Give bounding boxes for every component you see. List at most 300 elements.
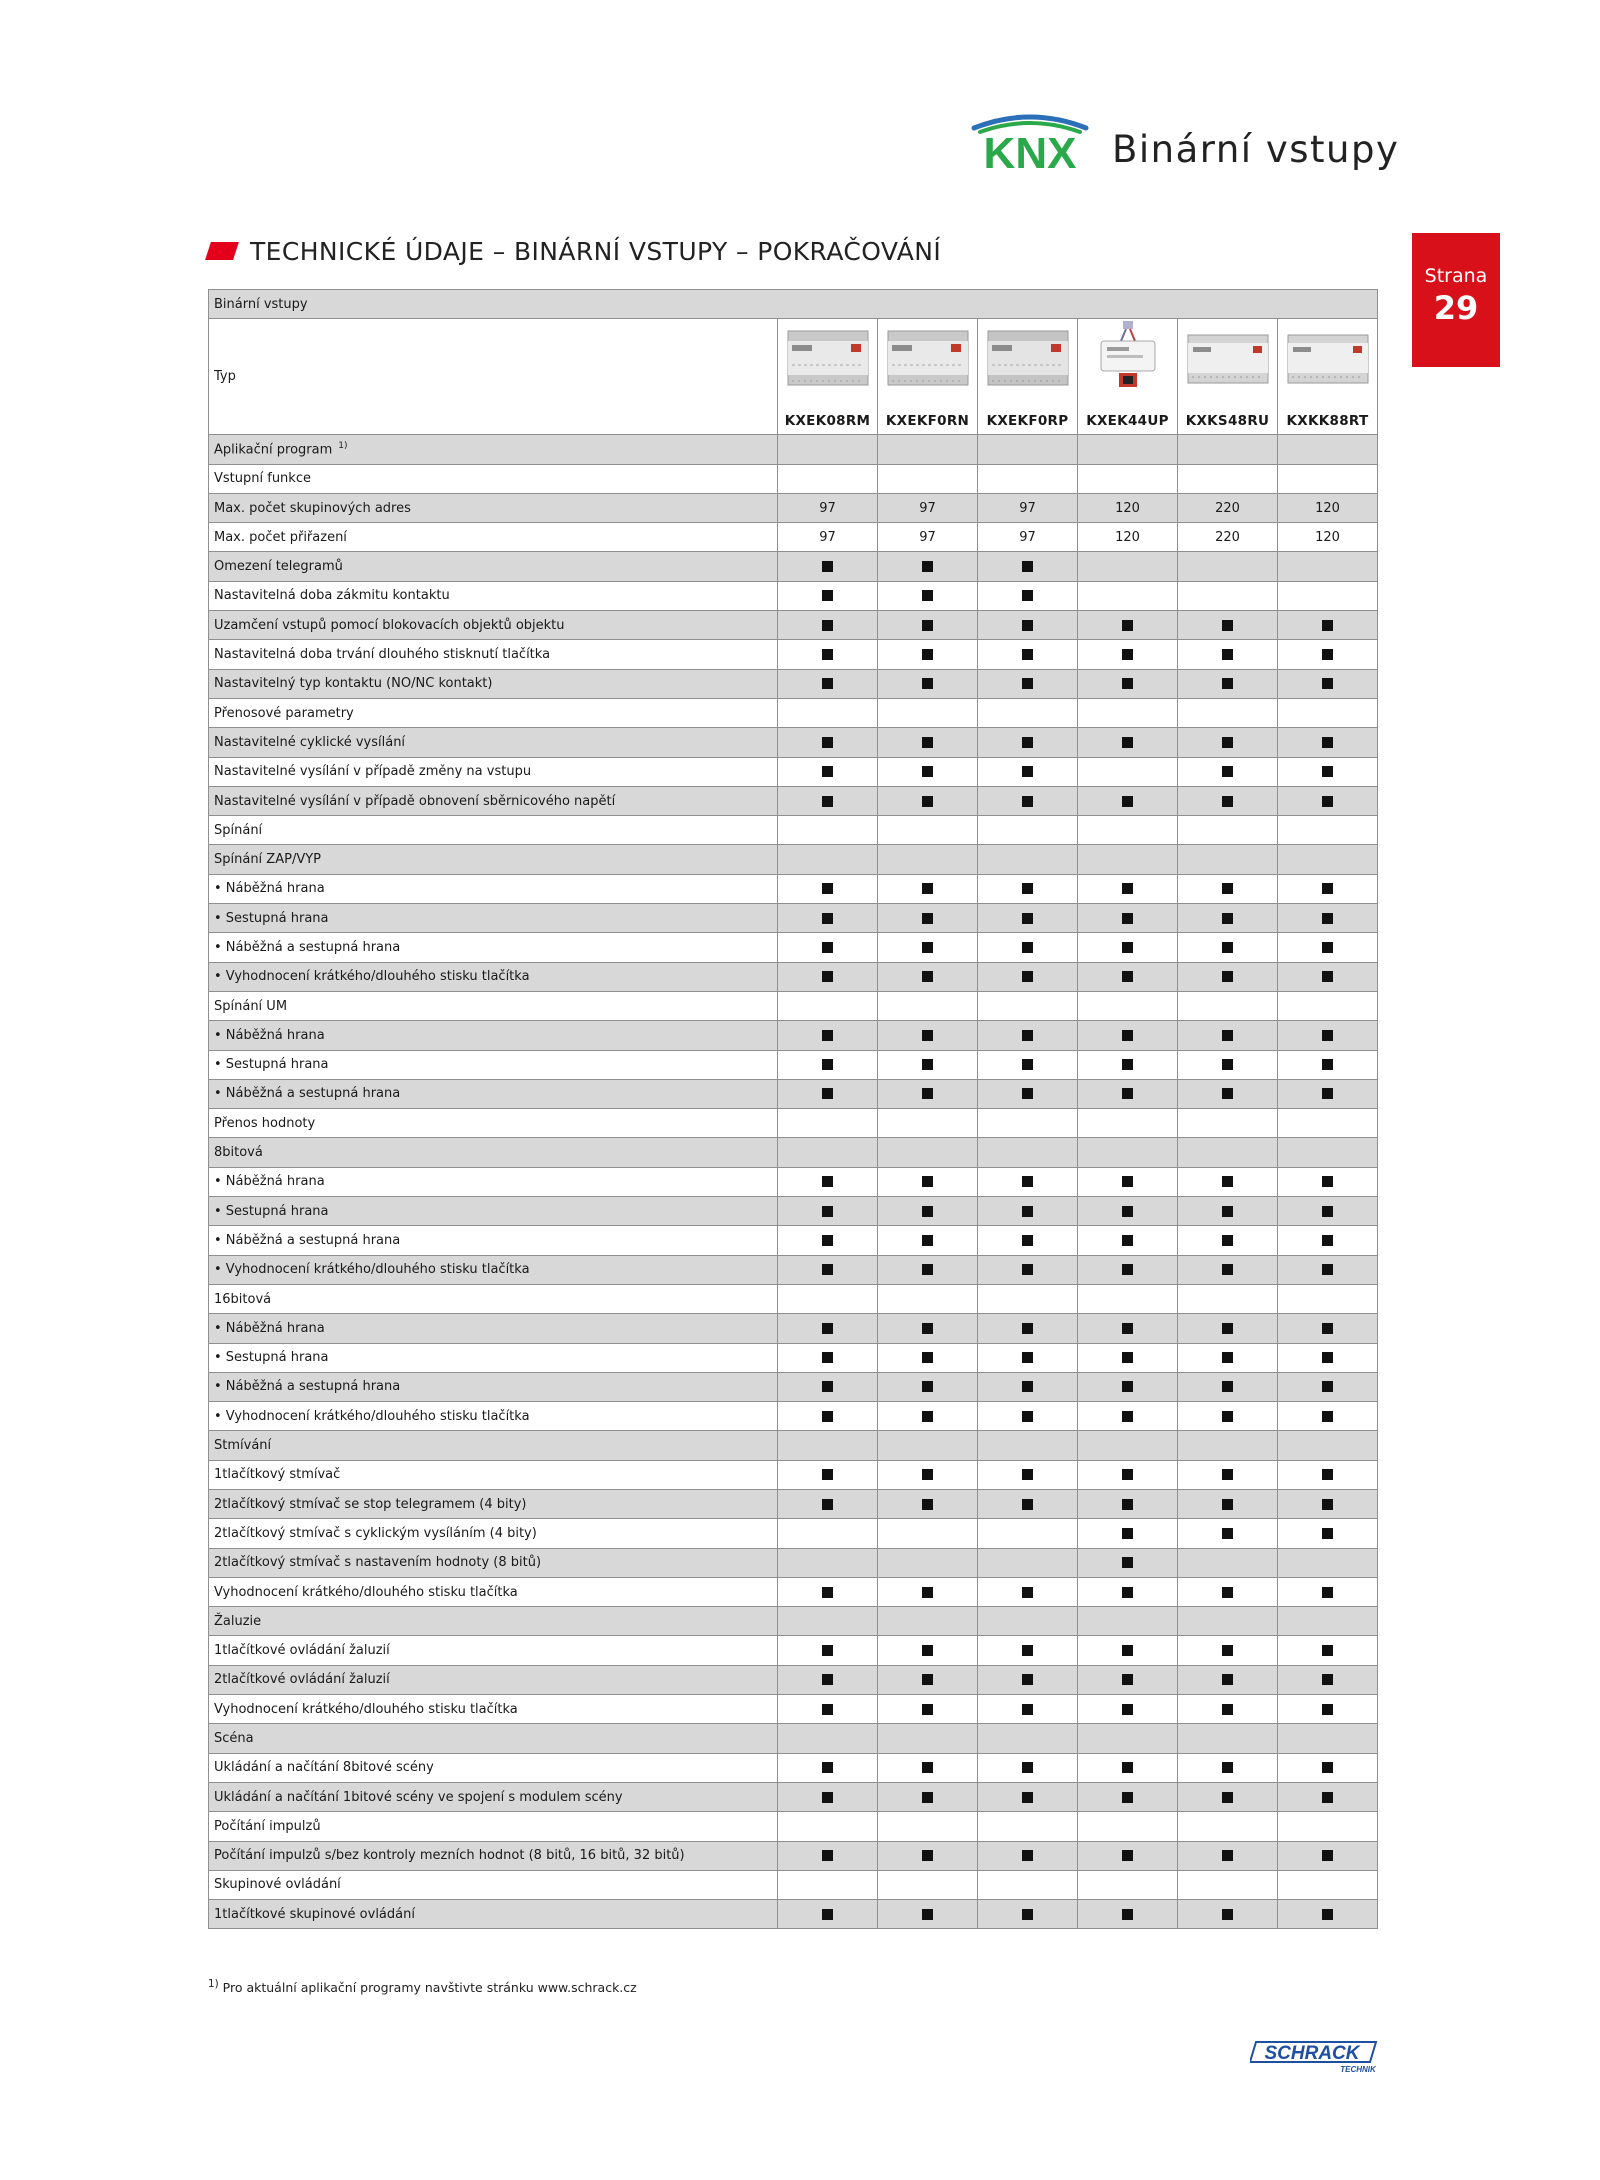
value-cell (1178, 1314, 1278, 1343)
feature-mark-icon (1322, 1704, 1333, 1715)
value-cell (1178, 1519, 1278, 1548)
schrack-logo-subtext: TECHNIK (1340, 2065, 1376, 2074)
feature-mark-icon (1022, 913, 1033, 924)
feature-mark-icon (1022, 1704, 1033, 1715)
table-row (209, 1284, 1378, 1313)
feature-mark-icon (1222, 1499, 1233, 1510)
row-label-text: • Sestupná hrana (214, 1057, 329, 1073)
feature-mark-icon (922, 1352, 933, 1363)
value-cell (1278, 845, 1378, 874)
feature-mark-icon (822, 1850, 833, 1861)
feature-mark-icon (1122, 1850, 1133, 1861)
table-section-row (209, 698, 1378, 727)
table-row (209, 1402, 1378, 1431)
feature-mark-icon (1122, 942, 1133, 953)
feature-mark-icon (1122, 649, 1133, 660)
row-label (209, 1577, 778, 1606)
value-cell (778, 1343, 878, 1372)
value-cell (1278, 1460, 1378, 1489)
spec-table-body (209, 290, 1378, 1929)
value-cell (778, 1607, 878, 1636)
row-label-text: 16bitová (214, 1291, 272, 1307)
row-label-text: Spínání ZAP/VYP (214, 852, 321, 868)
value-cell (878, 1402, 978, 1431)
value-cell (778, 1870, 878, 1899)
feature-mark-icon (1222, 1645, 1233, 1656)
row-label (209, 1197, 778, 1226)
value-cell (1178, 1226, 1278, 1255)
value-cell (778, 1167, 878, 1196)
value-cell (878, 435, 978, 464)
value-cell (978, 786, 1078, 815)
value-cell (1278, 1812, 1378, 1841)
row-label-text: Nastavitelné cyklické vysílání (214, 734, 406, 750)
value-cell (1278, 1431, 1378, 1460)
product-cell (1178, 319, 1278, 435)
value-cell (878, 728, 978, 757)
table-row (209, 1255, 1378, 1284)
knx-logo-text: KNX (983, 129, 1077, 176)
feature-mark-icon (1222, 1088, 1233, 1099)
value-cell (778, 435, 878, 464)
table-section-row (209, 816, 1378, 845)
feature-mark-icon (1122, 1352, 1133, 1363)
value-cell (978, 1812, 1078, 1841)
value-cell (978, 1284, 1078, 1313)
table-section-row (209, 1431, 1378, 1460)
value-cell (778, 493, 878, 522)
value-cell (1278, 1548, 1378, 1577)
value-cell (878, 1460, 978, 1489)
table-title: Binární vstupy (209, 290, 1378, 319)
value-cell (878, 1841, 978, 1870)
row-label-text: Scéna (214, 1731, 254, 1746)
feature-mark-icon (1222, 1206, 1233, 1217)
feature-mark-icon (922, 1704, 933, 1715)
value-cell (978, 816, 1078, 845)
section-label (209, 1724, 778, 1753)
feature-mark-icon (922, 1674, 933, 1685)
row-label-text: Vstupní funkce (214, 471, 311, 487)
value-cell (978, 1167, 1078, 1196)
value-cell (878, 1812, 978, 1841)
knx-logo (960, 110, 1100, 176)
feature-mark-icon (822, 971, 833, 982)
section-label (209, 698, 778, 727)
value-cell (878, 933, 978, 962)
value-cell (1078, 845, 1178, 874)
feature-mark-icon (822, 1411, 833, 1422)
value-cell (1078, 1724, 1178, 1753)
row-label-text: Nastavitelné vysílání v případě obnovení sběrnicového napětí (214, 793, 616, 809)
value-cell (1178, 1636, 1278, 1665)
feature-mark-icon (822, 796, 833, 807)
value-cell (1178, 581, 1278, 610)
value-cell (1278, 1870, 1378, 1899)
feature-mark-icon (822, 1352, 833, 1363)
value-cell (878, 1782, 978, 1811)
footnote-marker: 1) (208, 1978, 219, 1990)
row-label-text: Ukládání a načítání 1bitové scény ve spojení s modulem scény (214, 1789, 623, 1805)
feature-mark-icon (1322, 678, 1333, 689)
value-cell (978, 1724, 1078, 1753)
row-label-text: 2tlačítkový stmívač s nastavením hodnoty (8 bitů) (214, 1555, 542, 1571)
row-label-text: • Vyhodnocení krátkého/dlouhého stisku tlačítka (214, 1408, 530, 1424)
feature-mark-icon (822, 1088, 833, 1099)
page-header (960, 110, 1400, 180)
row-label-text: • Vyhodnocení krátkého/dlouhého stisku tlačítka (214, 969, 530, 985)
feature-mark-icon (922, 737, 933, 748)
value-cell (1078, 669, 1178, 698)
value-cell (1178, 845, 1278, 874)
value-cell (1178, 1841, 1278, 1870)
value-cell (1278, 1372, 1378, 1401)
value-cell (978, 435, 1078, 464)
feature-mark-icon (1222, 1469, 1233, 1480)
din-rail-module-icon (785, 325, 871, 391)
value-cell (778, 904, 878, 933)
value-cell (778, 523, 878, 552)
value-cell (1278, 816, 1378, 845)
value-cell (778, 845, 878, 874)
value-cell (1078, 962, 1178, 991)
value-cell (878, 1343, 978, 1372)
feature-mark-icon (1222, 649, 1233, 660)
value-cell (1078, 1226, 1178, 1255)
value-cell (1078, 1841, 1178, 1870)
value-cell (1178, 1197, 1278, 1226)
row-label-text: • Náběžná hrana (214, 1027, 325, 1043)
value-cell (1178, 1284, 1278, 1313)
feature-mark-icon (1122, 913, 1133, 924)
row-label-text: 1tlačítkové skupinové ovládání (214, 1906, 415, 1922)
feature-mark-icon (1322, 1850, 1333, 1861)
value-cell (778, 1284, 878, 1313)
feature-mark-icon (1222, 620, 1233, 631)
feature-mark-icon (822, 1645, 833, 1656)
value-cell (1078, 640, 1178, 669)
value-cell (778, 1812, 878, 1841)
feature-mark-icon (1322, 1352, 1333, 1363)
value-cell (1278, 1109, 1378, 1138)
feature-mark-icon (1322, 1088, 1333, 1099)
value-cell (1178, 1753, 1278, 1782)
value-text: 120 (1315, 529, 1340, 545)
value-cell (1278, 1284, 1378, 1313)
value-cell (978, 904, 1078, 933)
table-row (209, 786, 1378, 815)
row-label (209, 1226, 778, 1255)
feature-mark-icon (1022, 1206, 1033, 1217)
table-row (209, 1548, 1378, 1577)
feature-mark-icon (1222, 1352, 1233, 1363)
row-label (209, 1489, 778, 1518)
feature-mark-icon (1322, 1499, 1333, 1510)
feature-mark-icon (922, 678, 933, 689)
feature-mark-icon (1322, 766, 1333, 777)
value-cell (1278, 786, 1378, 815)
feature-mark-icon (1022, 1674, 1033, 1685)
value-cell (778, 1753, 878, 1782)
feature-mark-icon (1122, 1176, 1133, 1187)
feature-mark-icon (822, 737, 833, 748)
value-cell (878, 493, 978, 522)
feature-mark-icon (1322, 796, 1333, 807)
table-title-row (209, 290, 1378, 319)
value-cell (878, 786, 978, 815)
feature-mark-icon (1022, 1088, 1033, 1099)
value-cell (1178, 1021, 1278, 1050)
value-cell (1178, 1079, 1278, 1108)
value-cell (1078, 1255, 1178, 1284)
type-label: Typ (209, 319, 778, 435)
feature-mark-icon (1322, 620, 1333, 631)
value-cell (878, 1050, 978, 1079)
feature-mark-icon (922, 1059, 933, 1070)
row-label-text: • Náběžná a sestupná hrana (214, 939, 401, 955)
feature-mark-icon (1122, 1088, 1133, 1099)
feature-mark-icon (1122, 1792, 1133, 1803)
row-label-text: Vyhodnocení krátkého/dlouhého stisku tlačítka (214, 1584, 518, 1600)
value-text: 97 (919, 500, 936, 516)
feature-mark-icon (922, 1088, 933, 1099)
value-cell (878, 1489, 978, 1518)
row-label-text: Počítání impulzů (214, 1818, 321, 1834)
feature-mark-icon (1122, 883, 1133, 894)
value-cell (1278, 640, 1378, 669)
value-cell (1078, 581, 1178, 610)
table-row (209, 1343, 1378, 1372)
product-code: KXEK08RM (784, 413, 871, 430)
feature-mark-icon (1022, 1352, 1033, 1363)
value-cell (1278, 464, 1378, 493)
value-cell (1278, 523, 1378, 552)
feature-mark-icon (922, 1411, 933, 1422)
value-cell (1278, 1138, 1378, 1167)
feature-mark-icon (822, 649, 833, 660)
value-cell (978, 991, 1078, 1020)
feature-mark-icon (1122, 1235, 1133, 1246)
feature-mark-icon (922, 1176, 933, 1187)
row-label-text: Aplikační program (214, 442, 333, 458)
row-label (209, 1695, 778, 1724)
row-label-text: Přenosové parametry (214, 705, 354, 721)
product-code: KXEKF0RP (986, 413, 1069, 430)
table-row (209, 581, 1378, 610)
value-cell (1078, 874, 1178, 903)
row-label (209, 1402, 778, 1431)
value-cell (1078, 1900, 1178, 1929)
feature-mark-icon (1122, 1762, 1133, 1773)
value-cell (978, 1138, 1078, 1167)
section-heading (208, 236, 941, 266)
feature-mark-icon (1222, 737, 1233, 748)
value-cell (778, 1431, 878, 1460)
value-cell (878, 611, 978, 640)
value-cell (878, 845, 978, 874)
spec-table (208, 289, 1378, 1929)
row-label-text: 1tlačítkový stmívač (214, 1467, 341, 1483)
feature-mark-icon (1022, 1499, 1033, 1510)
table-row (209, 523, 1378, 552)
value-cell (1078, 1812, 1178, 1841)
value-cell (1178, 1402, 1278, 1431)
value-cell (1178, 640, 1278, 669)
value-cell (978, 874, 1078, 903)
feature-mark-icon (1222, 971, 1233, 982)
value-cell (978, 1782, 1078, 1811)
feature-mark-icon (922, 1792, 933, 1803)
feature-mark-icon (1222, 1909, 1233, 1920)
row-label (209, 1314, 778, 1343)
row-label (209, 1841, 778, 1870)
feature-mark-icon (1222, 1762, 1233, 1773)
value-cell (1178, 669, 1278, 698)
product-code: KXKK88RT (1286, 413, 1369, 430)
feature-mark-icon (1122, 620, 1133, 631)
feature-mark-icon (1322, 649, 1333, 660)
feature-mark-icon (1022, 1469, 1033, 1480)
feature-mark-icon (822, 1792, 833, 1803)
value-cell (978, 1753, 1078, 1782)
value-cell (1078, 435, 1178, 464)
value-cell (778, 1402, 878, 1431)
value-cell (1178, 1548, 1278, 1577)
value-cell (1278, 962, 1378, 991)
feature-mark-icon (1322, 1411, 1333, 1422)
value-cell (1078, 1284, 1178, 1313)
feature-mark-icon (1122, 1323, 1133, 1334)
feature-mark-icon (822, 766, 833, 777)
feature-mark-icon (1022, 1762, 1033, 1773)
value-cell (778, 1841, 878, 1870)
row-label-text: Spínání UM (214, 998, 288, 1014)
feature-mark-icon (1322, 1264, 1333, 1275)
feature-mark-icon (822, 1264, 833, 1275)
feature-mark-icon (1222, 942, 1233, 953)
feature-mark-icon (1222, 1704, 1233, 1715)
value-cell (1078, 1489, 1178, 1518)
table-row (209, 1021, 1378, 1050)
table-row (209, 611, 1378, 640)
value-cell (978, 1607, 1078, 1636)
feature-mark-icon (1122, 1674, 1133, 1685)
value-cell (878, 1753, 978, 1782)
value-cell (1178, 1724, 1278, 1753)
table-row (209, 1050, 1378, 1079)
value-cell (1078, 1665, 1178, 1694)
flush-mount-module-icon (1093, 319, 1163, 391)
value-text: 120 (1115, 500, 1140, 516)
value-cell (1178, 816, 1278, 845)
value-cell (978, 493, 1078, 522)
feature-mark-icon (1222, 1323, 1233, 1334)
value-cell (1278, 698, 1378, 727)
value-cell (1178, 1343, 1278, 1372)
feature-mark-icon (822, 1235, 833, 1246)
feature-mark-icon (1022, 1645, 1033, 1656)
feature-mark-icon (922, 1264, 933, 1275)
value-cell (878, 669, 978, 698)
table-row (209, 991, 1378, 1020)
feature-mark-icon (1022, 1323, 1033, 1334)
feature-mark-icon (1222, 883, 1233, 894)
value-cell (1278, 1402, 1378, 1431)
table-row (209, 1372, 1378, 1401)
feature-mark-icon (1122, 1059, 1133, 1070)
section-label (209, 1812, 778, 1841)
value-cell (1078, 523, 1178, 552)
value-cell (1078, 1109, 1178, 1138)
value-cell (878, 1372, 978, 1401)
value-cell (978, 1665, 1078, 1694)
feature-mark-icon (1022, 561, 1033, 572)
value-cell (878, 552, 978, 581)
din-rail-module-icon (985, 325, 1071, 391)
value-cell (1178, 435, 1278, 464)
value-cell (778, 1900, 878, 1929)
value-cell (878, 1607, 978, 1636)
type-row (209, 319, 1378, 435)
value-cell (778, 991, 878, 1020)
feature-mark-icon (922, 1909, 933, 1920)
feature-mark-icon (922, 561, 933, 572)
value-text: 97 (819, 500, 836, 516)
din-rail-module-icon (1285, 325, 1371, 391)
feature-mark-icon (822, 561, 833, 572)
value-cell (1178, 874, 1278, 903)
value-cell (978, 1431, 1078, 1460)
row-label-text: Vyhodnocení krátkého/dlouhého stisku tlačítka (214, 1701, 518, 1717)
feature-mark-icon (1022, 796, 1033, 807)
table-row (209, 1489, 1378, 1518)
row-label-text: Skupinové ovládání (214, 1877, 341, 1893)
row-label (209, 552, 778, 581)
value-cell (1078, 698, 1178, 727)
feature-mark-icon (922, 796, 933, 807)
value-cell (978, 1548, 1078, 1577)
table-row (209, 1577, 1378, 1606)
value-cell (1078, 1431, 1178, 1460)
section-label (209, 816, 778, 845)
value-cell (978, 1636, 1078, 1665)
value-cell (878, 1138, 978, 1167)
feature-mark-icon (1022, 590, 1033, 601)
value-cell (1178, 1460, 1278, 1489)
value-cell (778, 552, 878, 581)
feature-mark-icon (1222, 1381, 1233, 1392)
value-cell (1078, 1695, 1178, 1724)
value-cell (1078, 816, 1178, 845)
value-cell (878, 1021, 978, 1050)
value-text: 97 (1019, 500, 1036, 516)
value-cell (778, 1021, 878, 1050)
feature-mark-icon (1222, 1587, 1233, 1598)
value-cell (778, 874, 878, 903)
table-row (209, 1695, 1378, 1724)
row-label-text: 8bitová (214, 1145, 263, 1161)
feature-mark-icon (1122, 678, 1133, 689)
value-cell (1278, 1021, 1378, 1050)
product-code: KXEK44UP (1086, 413, 1169, 430)
row-label (209, 728, 778, 757)
value-cell (1278, 904, 1378, 933)
value-cell (878, 1724, 978, 1753)
value-cell (1178, 1255, 1278, 1284)
page-tab (1412, 233, 1500, 367)
section-label (209, 464, 778, 493)
product-code: KXEKF0RN (885, 413, 970, 430)
